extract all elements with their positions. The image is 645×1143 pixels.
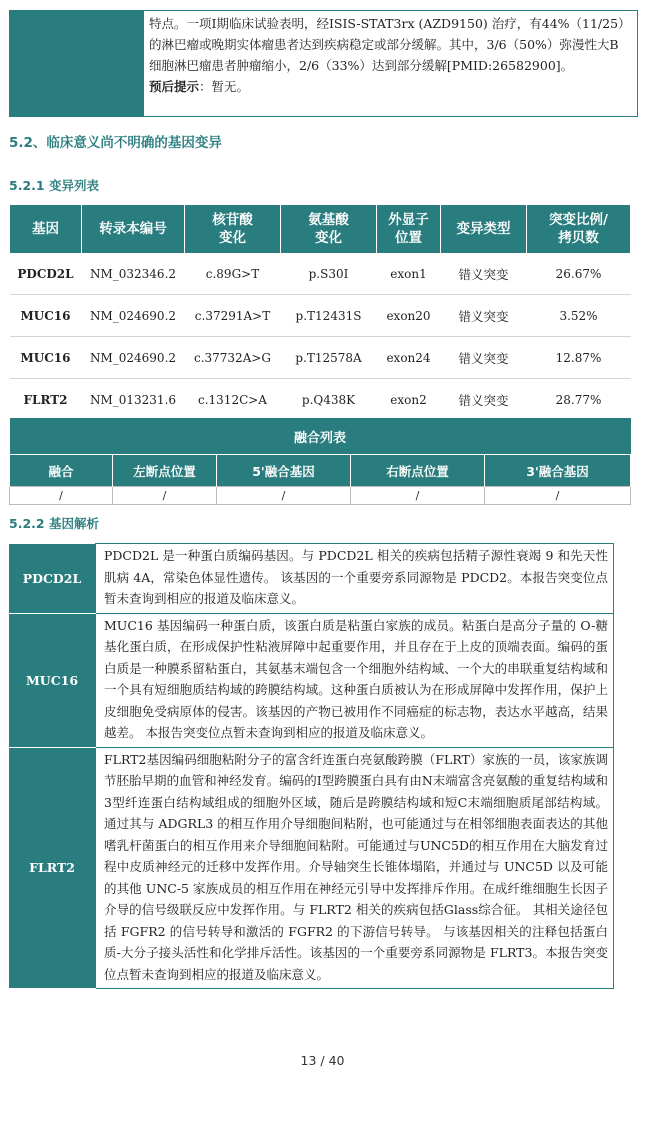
cell-gene: PDCD2L xyxy=(10,253,82,295)
cell-gene: MUC16 xyxy=(10,295,82,337)
header-variant-type: 变异类型 xyxy=(441,205,527,253)
fusion-cell: / xyxy=(113,487,217,505)
header-exon-text: 外显子 位置 xyxy=(388,212,429,246)
cell-amino-acid: p.S30I xyxy=(281,253,377,295)
fusion-cell: / xyxy=(217,487,351,505)
header-transcript: 转录本编号 xyxy=(82,205,185,253)
cell-frequency: 28.77% xyxy=(527,379,631,421)
table-row xyxy=(9,544,614,614)
gene-name: MUC16 xyxy=(9,613,96,747)
gene-description: MUC16 基因编码一种蛋白质，该蛋白质是粘蛋白家族的成员。粘蛋白是高分子量的 O-糖基化蛋白质，在形成保护性粘液屏障中起重要作用，并且存在于上皮的顶端表面。编码的蛋白质是一种膜系留粘蛋白，其氨基末端包含一个细胞外结构域、一个大的串联重复结构域和一个具有短细胞质结构域的跨膜结构域。这种蛋白质被认为在形成屏障中发挥作用，保护上皮细胞免受病原体的侵害。该基因的产物已被用作不同癌症的标志物，表达水平越高，结果越差。 本报告突变位点暂未查询到相应的报道及临床意义。 xyxy=(96,613,614,747)
continuation-text-cell xyxy=(144,11,638,117)
section-title: 5.2、临床意义尚不明确的基因变异 xyxy=(9,135,222,151)
prognosis-value: ：暂无。 xyxy=(199,79,250,94)
header-amino-acid xyxy=(281,205,377,253)
cell-transcript: NM_024690.2 xyxy=(82,295,185,337)
cell-transcript: NM_024690.2 xyxy=(82,337,185,379)
continuation-side-cell xyxy=(10,11,144,117)
cell-frequency: 12.87% xyxy=(527,337,631,379)
cell-variant-type: 错义突变 xyxy=(441,253,527,295)
gene-description: FLRT2基因编码细胞粘附分子的富含纤连蛋白亮氨酸跨膜（FLRT）家族的一员，该家族调节胚胎早期的血管和神经发育。编码的Ⅰ型跨膜蛋白具有由N末端富含亮氨酸的重复结构域和3型纤连蛋白结构域组成的细胞外区域，随后是跨膜结构域和短C末端细胞质尾部结构域。通过其与 ADGRL3 的相互作用介导细胞间粘附，也可能通过与在相邻细胞表面表达的其他嗜乳杆菌蛋白的相互作用来介导细胞间粘附。可能通过与UNC5D的相互作用在大脑发育过程中皮质神经元的迁移中发挥作用。介导轴突生长锥体塌陷，并通过与 UNC5D 以及可能的其他 UNC-5 家族成员的相互作用在神经元引导中发挥排斥作用。在成纤维细胞生长因子介导的信号级联反应中发挥作用。与 FLRT2 相关的疾病包括Glass综合征。 其相关途径包括 FGFR2 的信号转导和激活的 FGFR2 的下游信号转导。 与该基因相关的注释包括蛋白质-大分子接头活性和化学排斥活性。该基因的一个重要旁系同源物是 FLRT3。本报告突变位点暂未查询到相应的报道及临床意义。 xyxy=(96,747,614,989)
cell-variant-type: 错义突变 xyxy=(441,379,527,421)
cell-amino-acid: p.T12578A xyxy=(281,337,377,379)
prognosis-label: 预后提示 xyxy=(149,79,200,94)
fusion-header-3-gene: 3'融合基因 xyxy=(485,455,631,487)
cell-exon: exon2 xyxy=(377,379,441,421)
gene-description: PDCD2L 是一种蛋白质编码基因。与 PDCD2L 相关的疾病包括精子源性衰竭 9 和先天性肌病 4A，常染色体显性遗传。 该基因的一个重要旁系同源物是 PDCD2。本报告突变位点暂未查询到相应的报道及临床意义。 xyxy=(96,544,614,614)
cell-nucleotide: c.1312C>A xyxy=(185,379,281,421)
cell-gene: FLRT2 xyxy=(10,379,82,421)
gene-analysis-table xyxy=(9,543,614,989)
fusion-table xyxy=(9,418,631,505)
fusion-header-left-breakpoint: 左断点位置 xyxy=(113,455,217,487)
cell-gene: MUC16 xyxy=(10,337,82,379)
table-row xyxy=(10,379,631,421)
cell-exon: exon24 xyxy=(377,337,441,379)
table-row xyxy=(10,253,631,295)
table-row xyxy=(9,613,614,747)
cell-exon: exon20 xyxy=(377,295,441,337)
cell-exon: exon1 xyxy=(377,253,441,295)
header-exon xyxy=(377,205,441,253)
table-row xyxy=(10,337,631,379)
cell-variant-type: 错义突变 xyxy=(441,337,527,379)
fusion-table-header xyxy=(10,455,631,487)
table-row xyxy=(10,295,631,337)
cell-transcript: NM_013231.6 xyxy=(82,379,185,421)
cell-variant-type: 错义突变 xyxy=(441,295,527,337)
header-nucleotide xyxy=(185,205,281,253)
cell-nucleotide: c.37291A>T xyxy=(185,295,281,337)
cell-amino-acid: p.Q438K xyxy=(281,379,377,421)
gene-name: FLRT2 xyxy=(9,747,96,989)
header-frequency xyxy=(527,205,631,253)
continuation-text: 特点。一项Ⅰ期临床试验表明，经ISIS-STAT3rx (AZD9150) 治疗，有44%（11/25）的淋巴瘤或晚期实体瘤患者达到疾病稳定或部分缓解。其中，3/6（50%）弥漫性大B细胞淋巴瘤患者肿瘤缩小，2/6（33%）达到部分缓解[PMID:26582900]。 xyxy=(149,16,631,73)
cell-transcript: NM_032346.2 xyxy=(82,253,185,295)
variant-table-header xyxy=(10,205,631,253)
cell-nucleotide: c.37732A>G xyxy=(185,337,281,379)
continuation-table xyxy=(9,10,638,117)
cell-amino-acid: p.T12431S xyxy=(281,295,377,337)
variant-table xyxy=(9,205,631,421)
header-gene: 基因 xyxy=(10,205,82,253)
table-row xyxy=(9,747,614,989)
header-nucleotide-text: 核苷酸 变化 xyxy=(212,212,253,246)
cell-frequency: 3.52% xyxy=(527,295,631,337)
fusion-cell: / xyxy=(351,487,485,505)
header-frequency-text: 突变比例/ 拷贝数 xyxy=(549,212,608,246)
fusion-header-5-gene: 5'融合基因 xyxy=(217,455,351,487)
variant-list-title: 5.2.1 变异列表 xyxy=(9,178,99,193)
fusion-header-fusion: 融合 xyxy=(10,455,113,487)
fusion-table-title: 融合列表 xyxy=(10,418,631,455)
gene-analysis-title: 5.2.2 基因解析 xyxy=(9,516,99,531)
page-number: 13 / 40 xyxy=(300,1053,345,1068)
gene-name: PDCD2L xyxy=(9,544,96,614)
fusion-header-right-breakpoint: 右断点位置 xyxy=(351,455,485,487)
fusion-cell: / xyxy=(485,487,631,505)
cell-frequency: 26.67% xyxy=(527,253,631,295)
cell-nucleotide: c.89G>T xyxy=(185,253,281,295)
table-row xyxy=(10,487,631,505)
fusion-cell: / xyxy=(10,487,113,505)
header-amino-acid-text: 氨基酸 变化 xyxy=(308,212,349,246)
